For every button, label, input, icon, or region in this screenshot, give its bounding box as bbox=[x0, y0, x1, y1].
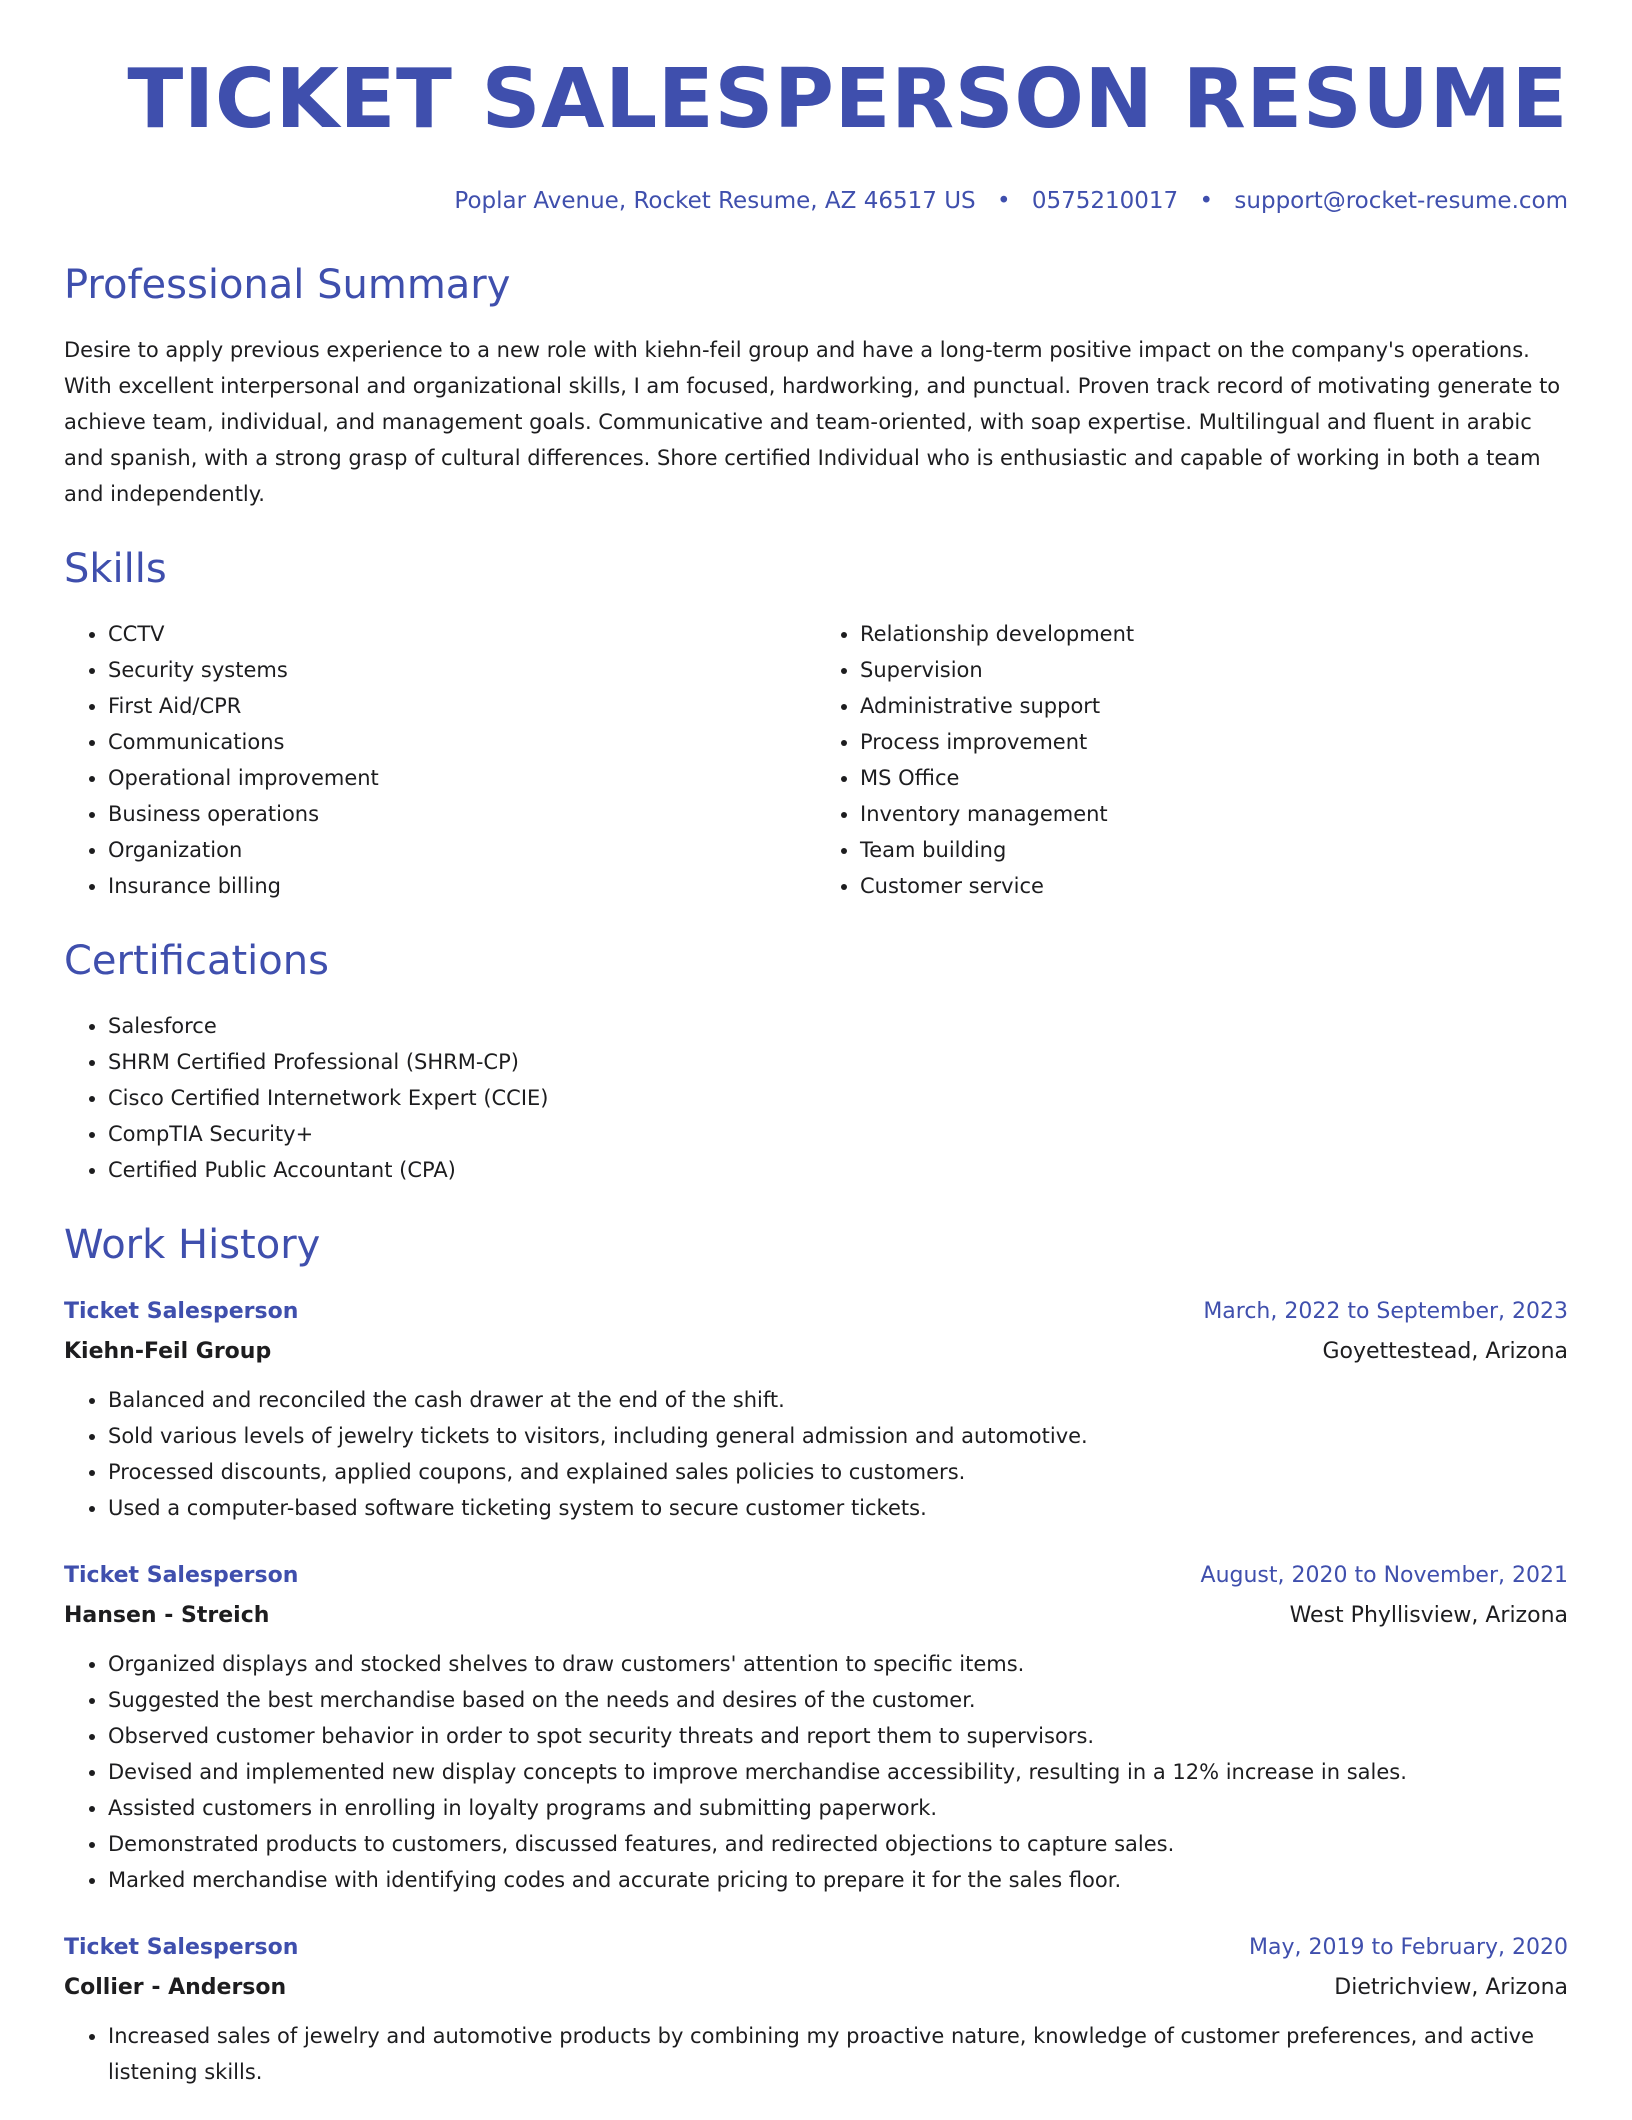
summary-text: Desire to apply previous experience to a new role with kiehn-feil group and have a long-term positive impact on the company's operations. With excellent interpersonal and organizational skills, I am focused, hardworking, and punctual. Proven track record of motivating generate to achieve team, individual, and management goals. Communicative and team-oriented, with soap expertise. Multilingual and fluent in arabic and spanish, with a strong grasp of cultural differences. Shore certified Individual who is enthusiastic and capable of working in both a team and independently. bbox=[64, 338, 1561, 506]
job-bullet: • Demonstrated products to customers, discussed features, and redirected objections to capture sales. bbox=[108, 1826, 1568, 1862]
job-bullet: • Assisted customers in enrolling in loyalty programs and submitting paperwork. bbox=[108, 1790, 1568, 1826]
job-header-row bbox=[64, 1556, 1568, 1596]
contact-line bbox=[127, 186, 1568, 216]
job-location: Goyettestead, Arizona bbox=[1322, 1339, 1568, 1364]
summary-section bbox=[64, 260, 1568, 512]
certification-item: • SHRM Certified Professional (SHRM-CP) bbox=[108, 1044, 1568, 1080]
resume-content bbox=[64, 260, 1568, 2120]
job-dates: March, 2022 to September, 2023 bbox=[1203, 1299, 1568, 1324]
job-bullet: • Balanced and reconciled the cash drawer at the end of the shift. bbox=[108, 1382, 1568, 1418]
skill-item: • Business operations bbox=[108, 796, 816, 832]
skill-item: • Security systems bbox=[108, 652, 816, 688]
job-company: Hansen - Streich bbox=[64, 1603, 270, 1628]
certification-item: • Cisco Certified Internetwork Expert (CCIE) bbox=[108, 1080, 1568, 1116]
job-company-row bbox=[64, 1968, 1568, 2008]
job-company-row bbox=[64, 1332, 1568, 1372]
job-dates: May, 2019 to February, 2020 bbox=[1249, 1935, 1568, 1960]
skill-item: • First Aid/CPR bbox=[108, 688, 816, 724]
skill-item: • Customer service bbox=[860, 868, 1568, 904]
job-bullets bbox=[64, 1382, 1568, 1526]
work-history-section bbox=[64, 1220, 1568, 2090]
certification-item: • Salesforce bbox=[108, 1008, 1568, 1044]
job-entry bbox=[64, 1556, 1568, 1898]
work-history-heading: Work History bbox=[64, 1222, 321, 1268]
summary-heading: Professional Summary bbox=[64, 262, 511, 308]
job-entry bbox=[64, 1928, 1568, 2090]
contact-separator: • bbox=[996, 188, 1011, 214]
certification-item: • Certified Public Accountant (CPA) bbox=[108, 1152, 1568, 1188]
skills-list-right bbox=[816, 616, 1568, 904]
skills-list-left bbox=[64, 616, 816, 904]
skill-item: • Relationship development bbox=[860, 616, 1568, 652]
job-bullets bbox=[64, 2018, 1568, 2090]
job-bullet: • Devised and implemented new display concepts to improve merchandise accessibility, resulting in a 12% increase in sales. bbox=[108, 1754, 1568, 1790]
job-bullet: • Processed discounts, applied coupons, and explained sales policies to customers. bbox=[108, 1454, 1568, 1490]
certifications-section bbox=[64, 936, 1568, 1188]
job-company: Collier - Anderson bbox=[64, 1975, 287, 2000]
job-bullets bbox=[64, 1646, 1568, 1898]
skills-heading: Skills bbox=[64, 546, 167, 592]
skill-item: • Supervision bbox=[860, 652, 1568, 688]
contact-email: support@rocket-resume.com bbox=[1234, 188, 1568, 214]
page-title: TICKET SALESPERSON RESUME bbox=[127, 52, 1568, 147]
job-bullet: • Sold various levels of jewelry tickets to visitors, including general admission and automotive. bbox=[108, 1418, 1568, 1454]
skill-item: • CCTV bbox=[108, 616, 816, 652]
contact-separator: • bbox=[1199, 188, 1214, 214]
job-bullet: • Observed customer behavior in order to spot security threats and report them to supervisors. bbox=[108, 1718, 1568, 1754]
certifications-list bbox=[64, 1008, 1568, 1188]
job-title: Ticket Salesperson bbox=[64, 1299, 299, 1324]
job-company: Kiehn-Feil Group bbox=[64, 1339, 272, 1364]
certifications-heading: Certifications bbox=[64, 938, 329, 984]
skill-item: • Communications bbox=[108, 724, 816, 760]
job-location: Dietrichview, Arizona bbox=[1334, 1975, 1568, 2000]
skill-item: • Administrative support bbox=[860, 688, 1568, 724]
job-bullet: • Suggested the best merchandise based on the needs and desires of the customer. bbox=[108, 1682, 1568, 1718]
certification-item: • CompTIA Security+ bbox=[108, 1116, 1568, 1152]
job-header-row bbox=[64, 1292, 1568, 1332]
job-company-row bbox=[64, 1596, 1568, 1636]
job-location: West Phyllisview, Arizona bbox=[1289, 1603, 1568, 1628]
job-entry bbox=[64, 1292, 1568, 1526]
resume-header bbox=[127, 50, 1568, 216]
job-bullet: • Organized displays and stocked shelves to draw customers' attention to specific items. bbox=[108, 1646, 1568, 1682]
skill-item: • Insurance billing bbox=[108, 868, 816, 904]
job-title: Ticket Salesperson bbox=[64, 1935, 299, 1960]
job-bullet: • Increased sales of jewelry and automotive products by combining my proactive nature, knowledge of customer preferences, and active listening skills. bbox=[108, 2018, 1568, 2090]
skill-item: • MS Office bbox=[860, 760, 1568, 796]
job-dates: August, 2020 to November, 2021 bbox=[1200, 1563, 1568, 1588]
job-header-row bbox=[64, 1928, 1568, 1968]
job-bullet: • Marked merchandise with identifying codes and accurate pricing to prepare it for the sales floor. bbox=[108, 1862, 1568, 1898]
job-title: Ticket Salesperson bbox=[64, 1563, 299, 1588]
contact-address: Poplar Avenue, Rocket Resume, AZ 46517 US bbox=[454, 188, 976, 214]
skill-item: • Team building bbox=[860, 832, 1568, 868]
skill-item: • Process improvement bbox=[860, 724, 1568, 760]
skills-section bbox=[64, 544, 1568, 904]
skill-item: • Inventory management bbox=[860, 796, 1568, 832]
skill-item: • Operational improvement bbox=[108, 760, 816, 796]
skills-columns bbox=[64, 616, 1568, 904]
job-bullet: • Used a computer-based software ticketing system to secure customer tickets. bbox=[108, 1490, 1568, 1526]
skill-item: • Organization bbox=[108, 832, 816, 868]
contact-phone: 0575210017 bbox=[1031, 188, 1179, 214]
